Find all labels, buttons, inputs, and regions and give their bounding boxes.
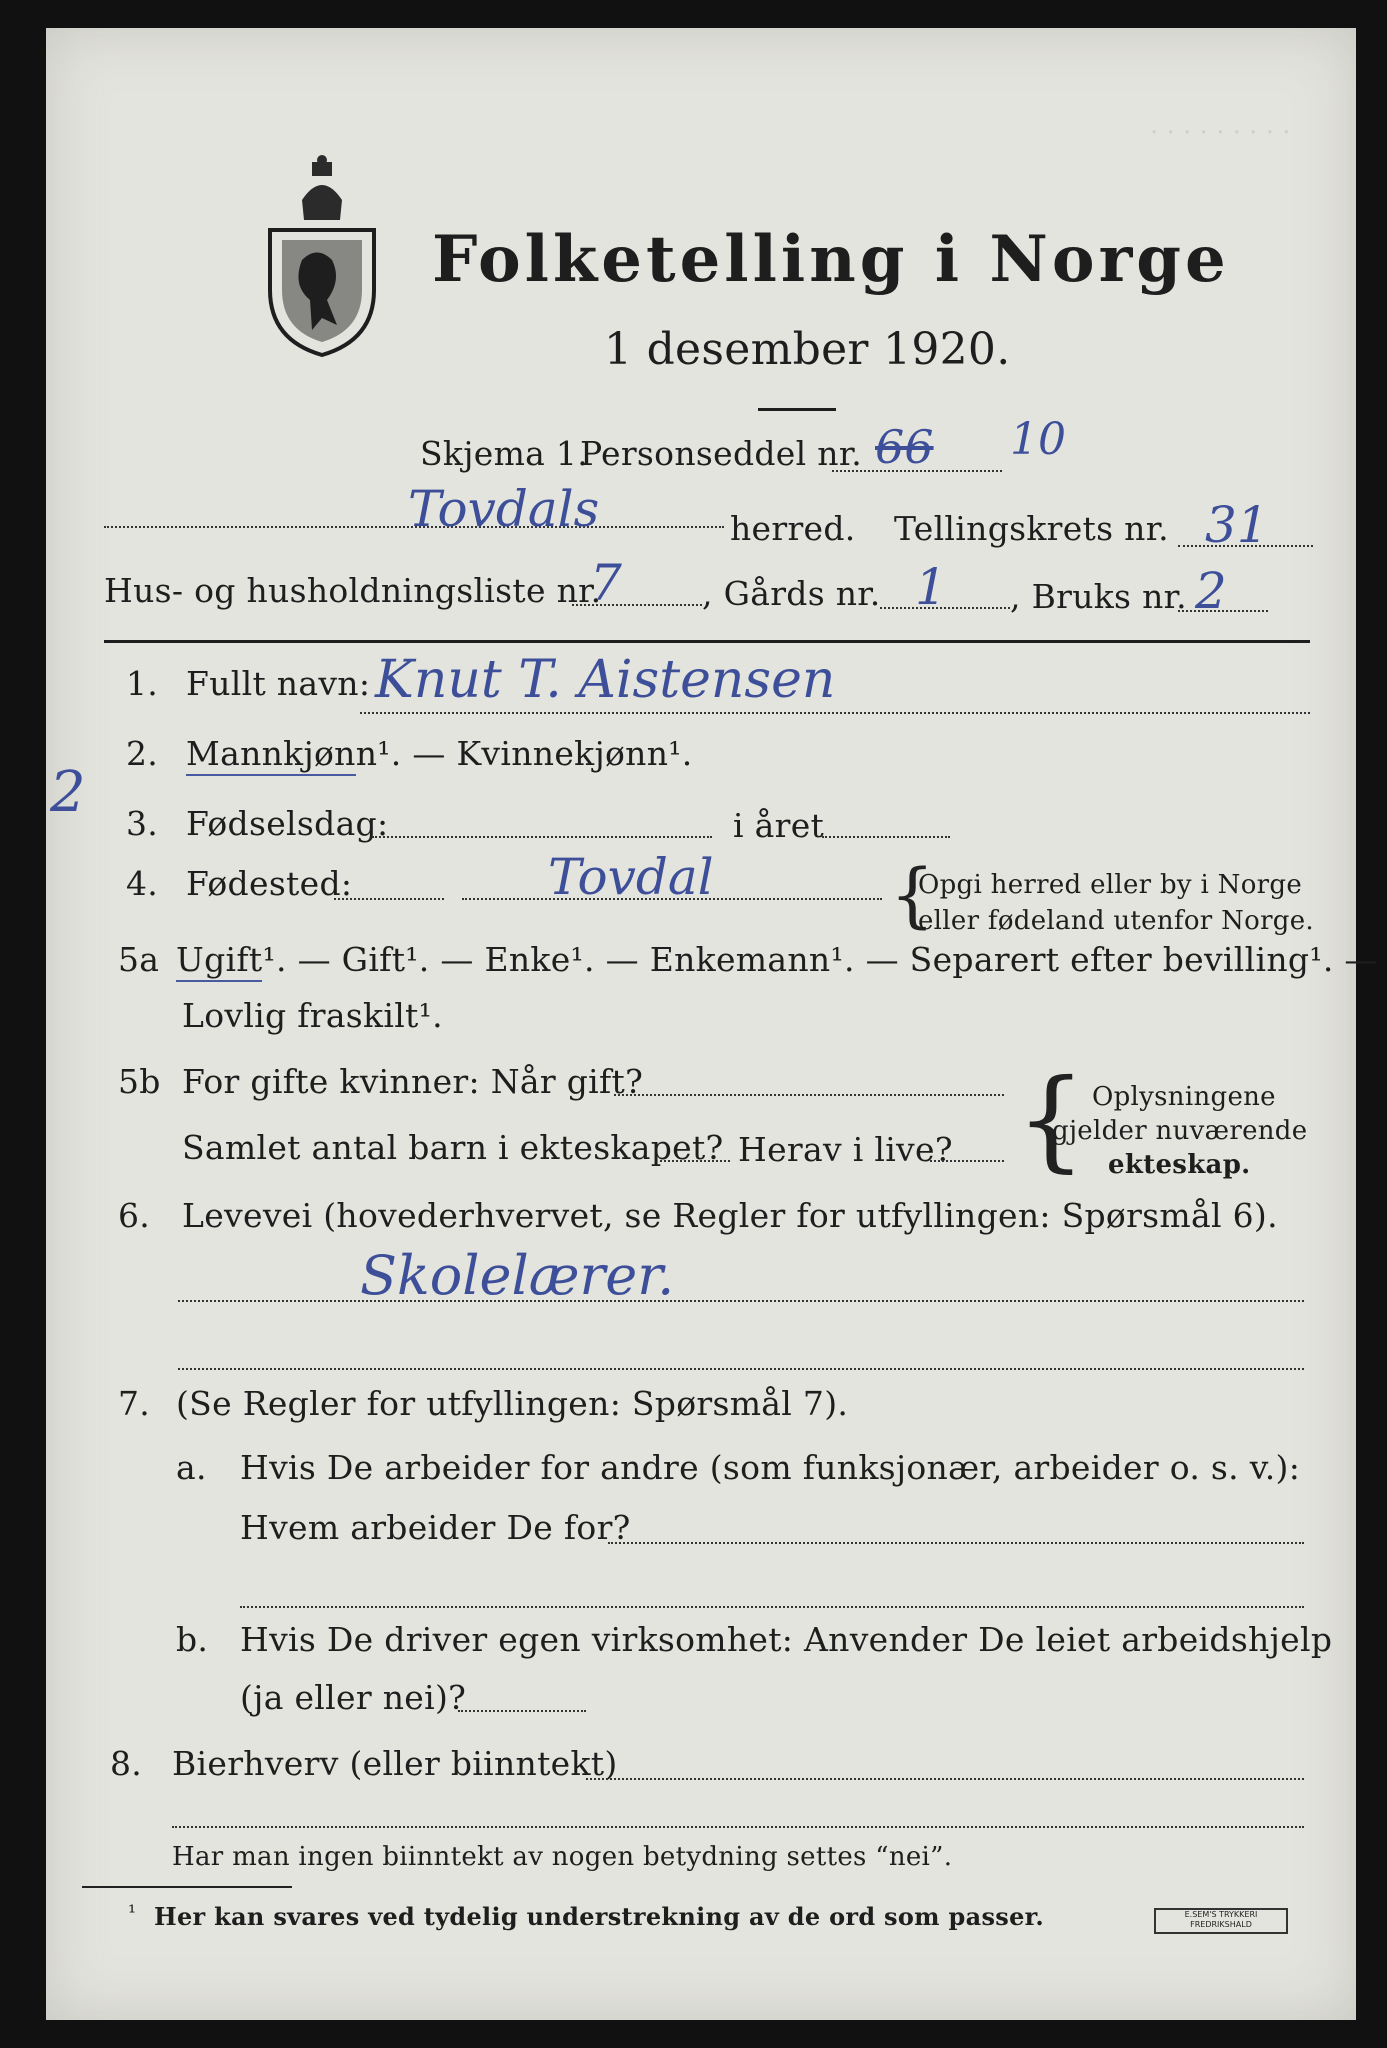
- occupation-value: Skolelærer.: [360, 1244, 675, 1307]
- q4-number: 4.: [126, 864, 159, 903]
- q5b-note2: gjelder nuværende: [1052, 1116, 1308, 1146]
- children-count-field[interactable]: [660, 1160, 730, 1162]
- tellingskrets-value: 31: [1205, 496, 1269, 554]
- q5b-note1: Oplysningene: [1092, 1082, 1276, 1112]
- q3-number: 3.: [126, 804, 159, 843]
- header-divider: [104, 640, 1310, 643]
- married-date-field[interactable]: [614, 1094, 1004, 1096]
- children-alive-field[interactable]: [930, 1160, 1004, 1162]
- q7-number: 7.: [118, 1384, 151, 1423]
- census-date: 1 desember 1920.: [604, 324, 1011, 375]
- q7a-label: Hvis De arbeider for andre (som funksjonær, arbeider o. s. v.):: [240, 1448, 1301, 1487]
- q3-label: Fødselsdag:: [186, 804, 389, 843]
- bruks-value: 2: [1195, 562, 1227, 620]
- gards-value: 1: [915, 558, 947, 616]
- q7-label: (Se Regler for utfyllingen: Spørsmål 7).: [176, 1384, 849, 1423]
- q5b-brace: {: [1016, 1055, 1086, 1183]
- side-income-field[interactable]: [586, 1778, 1304, 1780]
- birthday-field[interactable]: [372, 836, 712, 838]
- title-divider: [758, 408, 836, 411]
- husholdning-value: 7: [590, 554, 622, 612]
- q5b-label3: Herav i live?: [738, 1130, 953, 1169]
- printer-stamp: E.SEM'S TRYKKERI FREDRIKSHALD: [1154, 1908, 1288, 1934]
- tellingskrets-label: Tellingskrets nr.: [894, 509, 1169, 548]
- footnote-mark: ¹: [128, 1900, 137, 1924]
- herred-label: herred.: [730, 509, 856, 548]
- q7b-number: b.: [176, 1620, 209, 1659]
- q6-label: Levevei (hovederhvervet, se Regler for utfyllingen: Spørsmål 6).: [182, 1196, 1278, 1235]
- personseddel-label: Personseddel nr.: [580, 434, 863, 473]
- schema-label: Skjema 1.: [420, 434, 589, 473]
- footer-note: Har man ingen biinntekt av nogen betydning settes “nei”.: [172, 1842, 953, 1872]
- personseddel-value: 66: [875, 420, 934, 474]
- q4-note-line2: eller fødeland utenfor Norge.: [918, 906, 1314, 936]
- footnote-divider: [82, 1886, 292, 1888]
- q2-number: 2.: [126, 734, 159, 773]
- q8-label: Bierhverv (eller biinntekt): [172, 1744, 618, 1783]
- full-name-value: Knut T. Aistensen: [375, 650, 836, 710]
- q8-number: 8.: [110, 1744, 143, 1783]
- employer-field[interactable]: [608, 1542, 1304, 1544]
- hired-help-field[interactable]: [458, 1710, 586, 1712]
- birth-year-field[interactable]: [822, 836, 950, 838]
- husholdning-label: Hus- og husholdningsliste nr.: [104, 571, 602, 610]
- q7b-label: Hvis De driver egen virksomhet: Anvender De leiet arbeidshjelp: [240, 1620, 1333, 1659]
- margin-note: 2: [50, 760, 86, 825]
- q5b-label: For gifte kvinner: Når gift?: [182, 1062, 644, 1101]
- birthplace-field-a[interactable]: [334, 898, 444, 900]
- mannkjonn-underline: [186, 774, 356, 776]
- q7b-label2: (ja eller nei)?: [240, 1678, 467, 1717]
- q4-brace: {: [890, 854, 935, 936]
- herred-value: Tovdals: [408, 480, 600, 538]
- q5b-note3: ekteskap.: [1108, 1150, 1251, 1180]
- footnote-text: Her kan svares ved tydelig understrekning av de ord som passer.: [154, 1902, 1045, 1931]
- ghost-text: . . . . . . . . .: [1150, 110, 1291, 140]
- q7a-label2: Hvem arbeider De for?: [240, 1508, 631, 1547]
- q6-number: 6.: [118, 1196, 151, 1235]
- q5b-number: 5b: [118, 1062, 161, 1101]
- q7a-number: a.: [176, 1448, 207, 1487]
- occupation-field[interactable]: [178, 1300, 1304, 1302]
- occupation-field-2[interactable]: [178, 1368, 1304, 1370]
- q1-number: 1.: [126, 664, 159, 703]
- employer-field-2[interactable]: [240, 1606, 1304, 1608]
- q5a-number: 5a: [118, 940, 160, 979]
- q2-label: Mannkjønn¹. — Kvinnekjønn¹.: [186, 734, 693, 773]
- q5a-label2: Lovlig fraskilt¹.: [182, 996, 443, 1035]
- q3-year-label: i året: [733, 806, 825, 845]
- personseddel-value-corrected: 10: [1010, 414, 1066, 465]
- q4-note-line1: Opgi herred eller by i Norge: [918, 870, 1303, 900]
- full-name-field[interactable]: [360, 712, 1310, 714]
- birthplace-value: Tovdal: [548, 848, 714, 906]
- gards-label: , Gårds nr.: [702, 574, 881, 613]
- bruks-label: , Bruks nr.: [1010, 577, 1187, 616]
- form-title: Folketelling i Norge: [432, 222, 1230, 297]
- q5b-label2: Samlet antal barn i ekteskapet?: [182, 1128, 724, 1167]
- ugift-underline: [176, 980, 262, 982]
- q5a-label: Ugift¹. — Gift¹. — Enke¹. — Enkemann¹. — Separert efter bevilling¹. —: [176, 940, 1378, 979]
- coat-of-arms-icon: [262, 150, 382, 360]
- q4-label: Fødested:: [186, 864, 353, 903]
- q1-label: Fullt navn:: [186, 664, 371, 703]
- side-income-field-2[interactable]: [172, 1826, 1304, 1828]
